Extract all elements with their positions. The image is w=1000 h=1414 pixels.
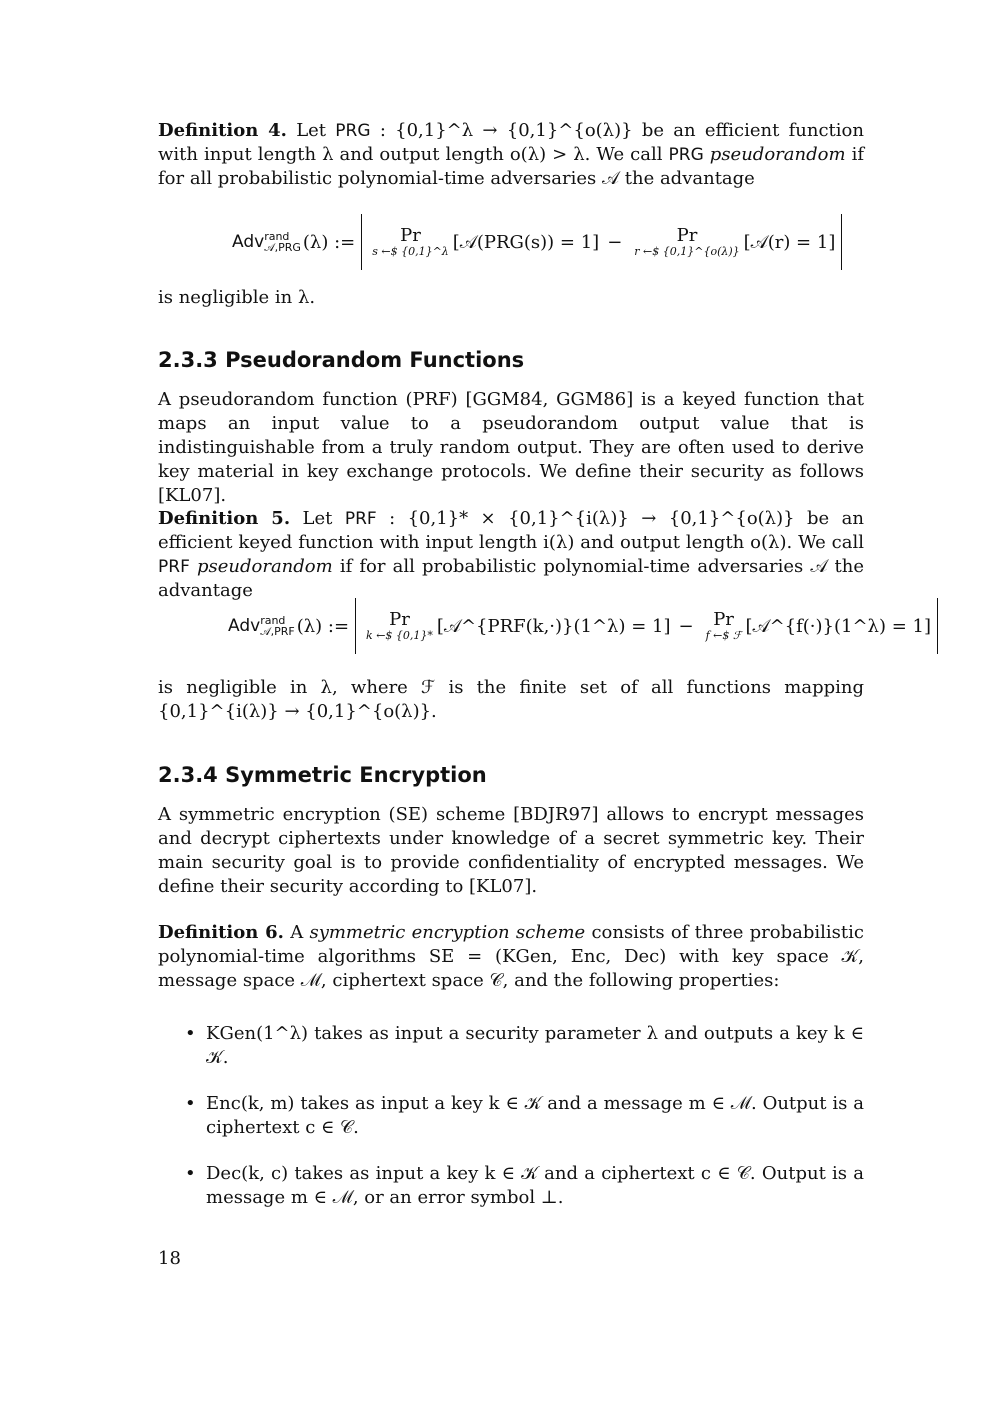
section-2-3-4-heading: 2.3.4 Symmetric Encryption	[158, 763, 487, 787]
list-item-kgen: • KGen(1^λ) takes as input a security parameter λ and outputs a key k ∈ 𝒦.	[185, 1023, 864, 1068]
prg-advantage-equation: Adv rand 𝒜,PRG (λ) := Pr s ←$ {0,1}^λ [𝒜(PRG(s)) = 1] − Pr r ←$ {0,1}^{o(λ)} [𝒜(r) = 1]	[232, 214, 848, 270]
algorithm-list	[158, 1022, 864, 1210]
definition-4-label: Definition 4.	[158, 120, 287, 141]
definition-6: Definition 6. A symmetric encryption scheme consists of three probabilistic polynomial-time algorithms SE = (KGen, Enc, Dec) with key space 𝒦, message space ℳ, ciphertext space 𝒞, and the following properties:	[158, 922, 864, 991]
definition-5-label: Definition 5.	[158, 508, 291, 529]
list-item-enc: • Enc(k, m) takes as input a key k ∈ 𝒦 and a message m ∈ ℳ. Output is a ciphertext c ∈ 𝒞.	[185, 1093, 864, 1138]
section-2-3-3-heading: 2.3.3 Pseudorandom Functions	[158, 348, 525, 372]
definition-5: Definition 5. Let PRF : {0,1}* × {0,1}^{i(λ)} → {0,1}^{o(λ)} be an efficient keyed function with input length i(λ) and output length o(λ). We call PRF pseudorandom if for all probabilistic polynomial-time adversaries 𝒜 the advantage	[158, 508, 864, 601]
definition-4-conclusion: is negligible in λ.	[158, 287, 316, 308]
page-number: 18	[158, 1248, 181, 1269]
list-item-dec: • Dec(k, c) takes as input a key k ∈ 𝒦 and a ciphertext c ∈ 𝒞. Output is a message m ∈ ℳ, or an error symbol ⊥.	[185, 1163, 864, 1208]
definition-5-conclusion: is negligible in λ, where ℱ is the finite set of all functions mapping {0,1}^{i(λ)} → {0,1}^{o(λ)}.	[158, 677, 864, 722]
prf-signature: : {0,1}* × {0,1}^{i(λ)} → {0,1}^{o(λ)}	[389, 508, 795, 529]
definition-6-label: Definition 6.	[158, 922, 284, 943]
definition-5-term: pseudorandom	[196, 556, 333, 577]
section-2-3-3-body: A pseudorandom function (PRF) [GGM84, GGM86] is a keyed function that maps an input value to a pseudorandom output value that is indistinguishable from a truly random output. They are often used to derive key material in key exchange protocols. We define their security as follows [KL07].	[158, 389, 864, 506]
prg-signature: : {0,1}^λ → {0,1}^{o(λ)}	[379, 120, 633, 141]
prf-advantage-equation: Adv rand 𝒜,PRF (λ) := Pr k ←$ {0,1}* [𝒜^{PRF(k,·)}(1^λ) = 1] − Pr f ←$ ℱ [𝒜^{f(·)}(1^λ) = 1]	[228, 598, 944, 654]
definition-6-term: symmetric encryption scheme	[309, 922, 586, 943]
definition-4-term: pseudorandom	[709, 144, 846, 165]
definition-4: Definition 4. Let PRG : {0,1}^λ → {0,1}^{o(λ)} be an efficient function with input length λ and output length o(λ) > λ. We call PRG pseudorandom if for all probabilistic polynomial-time adversaries 𝒜 the advantage	[158, 120, 864, 189]
section-2-3-4-body: A symmetric encryption (SE) scheme [BDJR97] allows to encrypt messages and decrypt ciphertexts under knowledge of a secret symmetric key. Their main security goal is to provide confidentiality of encrypted messages. We define their security according to [KL07].	[158, 804, 864, 897]
